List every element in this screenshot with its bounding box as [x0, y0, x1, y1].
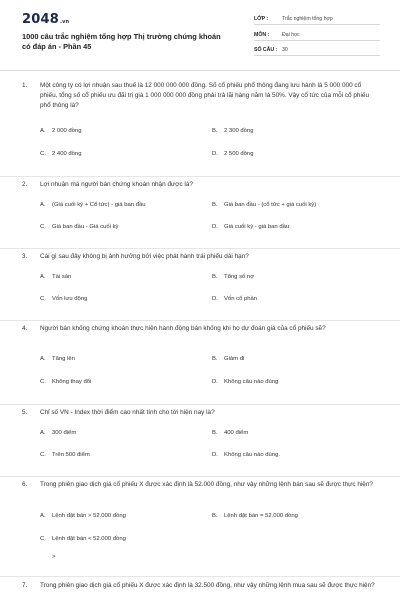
meta-subject-row [254, 30, 380, 41]
option-text: Trên 500 điểm [52, 452, 90, 458]
site-logo[interactable] [22, 12, 69, 27]
question-number: 7. [22, 582, 28, 589]
question-text: Chỉ số VN - Index thời điểm cao nhất tính cho tới hiện nay là? [40, 409, 215, 416]
question-number: 2. [22, 181, 28, 188]
logo-text: 2048 [22, 12, 59, 27]
option-text: Vốn cổ phần [224, 296, 258, 302]
question-text: Trong phiên giao dịch giá cổ phiếu X được xác định là 52.000 đồng, như vậy những lệnh bán sau sẽ được thực hiện? [40, 481, 373, 488]
option-letter: B. [212, 356, 218, 362]
option-letter: B. [212, 128, 218, 134]
option-text: Giá ban đầu - Giá cuối kỳ [52, 224, 119, 230]
option-text: Không thay đổi [52, 379, 92, 385]
option-letter: A. [40, 513, 46, 519]
meta-subject-value: Đại học [282, 32, 300, 38]
option-letter: C. [40, 296, 46, 302]
question-text: Một công ty có lợi nhuận sau thuế là 12 000 000 000 đồng. Số cổ phiếu phổ thông đang lưu hành là 5 000 000 cổ phiếu, tổng số cổ phiếu ưu đãi trị giá 1 000 000 000 đồng phải trả lãi hàng năm là 50%. Vậy cổ tức của mỗi cổ phiếu phổ thông là? [40, 82, 370, 109]
option-text: 2 400 đồng [52, 151, 82, 157]
option-text: > [52, 554, 56, 560]
option-letter: D. [212, 224, 218, 230]
option-text: (Giá cuối kỳ + Cổ tức) - giá ban đầu [52, 202, 146, 208]
option-letter: D. [212, 296, 218, 302]
question-item [0, 177, 400, 249]
meta-count-row [254, 45, 380, 56]
option-text: Giảm đi [224, 356, 245, 362]
option-letter: B. [212, 274, 218, 280]
option-letter: C. [40, 379, 46, 385]
question-text: Cái gì sau đây không bị ảnh hưởng bởi việc phát hành trái phiếu dài hạn? [40, 253, 249, 260]
meta-class-value: Trắc nghiệm tổng hợp [282, 16, 333, 22]
option-text: Vốn lưu động [52, 296, 88, 302]
option-text: Giá cuối kỳ - giá ban đầu [224, 224, 290, 230]
option-letter: B. [212, 430, 218, 436]
option-letter: D. [212, 379, 218, 385]
option-text: Lệnh đặt bán > 52.000 đồng [52, 513, 126, 519]
header-divider [0, 70, 400, 71]
option-text: Tổng số nợ [224, 274, 255, 280]
option-text: Tăng lên [52, 356, 75, 362]
option-text: 2 000 đồng [52, 128, 82, 134]
question-text: Người bán khống chứng khoán thực hiện hành động bán khống khi họ dự đoán giá của cổ phiếu sẽ? [40, 325, 326, 332]
meta-count-value: 30 [282, 47, 288, 53]
option-text: Tài sản [52, 274, 72, 280]
option-letter: B. [212, 202, 218, 208]
option-letter: A. [40, 128, 46, 134]
option-text: Lệnh đặt bán < 52.000 đồng [52, 536, 126, 542]
question-item [0, 321, 400, 405]
option-letter: A. [40, 430, 46, 436]
document-title: 1000 câu trắc nghiệm tổng hợp Thị trường chứng khoán có đáp án - Phần 45 [22, 32, 221, 51]
option-letter: D. [212, 151, 218, 157]
option-letter: C. [40, 151, 46, 157]
question-number: 6. [22, 481, 28, 488]
meta-class-row [254, 14, 380, 25]
meta-subject-label: MÔN : [254, 32, 270, 38]
logo-suffix: .vn [59, 19, 70, 25]
option-letter: C. [40, 224, 46, 230]
option-letter: A. [40, 274, 46, 280]
question-list [0, 79, 400, 600]
question-item [0, 577, 400, 600]
option-letter: D. [212, 452, 218, 458]
option-letter: B. [212, 513, 218, 519]
option-text: Không câu nào đúng [224, 379, 279, 385]
question-text: Trong phiên giao dịch giá cổ phiếu X được xác định là 32.500 đồng, như vậy những lệnh mua sau sẽ được thực hiện? [40, 582, 375, 589]
meta-class-label: LỚP : [254, 16, 269, 22]
option-text: 2 500 đồng [224, 151, 254, 157]
question-number: 5. [22, 409, 28, 416]
option-text: 2 300 đồng [224, 128, 254, 134]
option-text: 400 điểm [224, 430, 249, 436]
option-letter: A. [40, 356, 46, 362]
question-item [0, 477, 400, 577]
question-number: 3. [22, 253, 28, 260]
question-item [0, 405, 400, 477]
question-item [0, 249, 400, 321]
option-text: 300 điểm [52, 430, 77, 436]
option-text: Không câu nào đúng. [224, 452, 281, 458]
option-text: Lệnh đặt bán = 52.000 đồng [224, 513, 298, 519]
question-item [0, 79, 400, 177]
option-letter: C. [40, 452, 46, 458]
page-header [0, 0, 400, 66]
option-letter: A. [40, 202, 46, 208]
option-letter: C. [40, 536, 46, 542]
meta-count-label: SỐ CÂU : [254, 47, 278, 53]
question-number: 4. [22, 325, 28, 332]
option-text: Giá ban đầu - (cổ tức + giá cuối kỳ) [224, 202, 317, 208]
question-number: 1. [22, 82, 28, 89]
question-text: Lợi nhuận mà người bán chứng khoán nhận được là? [40, 181, 193, 188]
